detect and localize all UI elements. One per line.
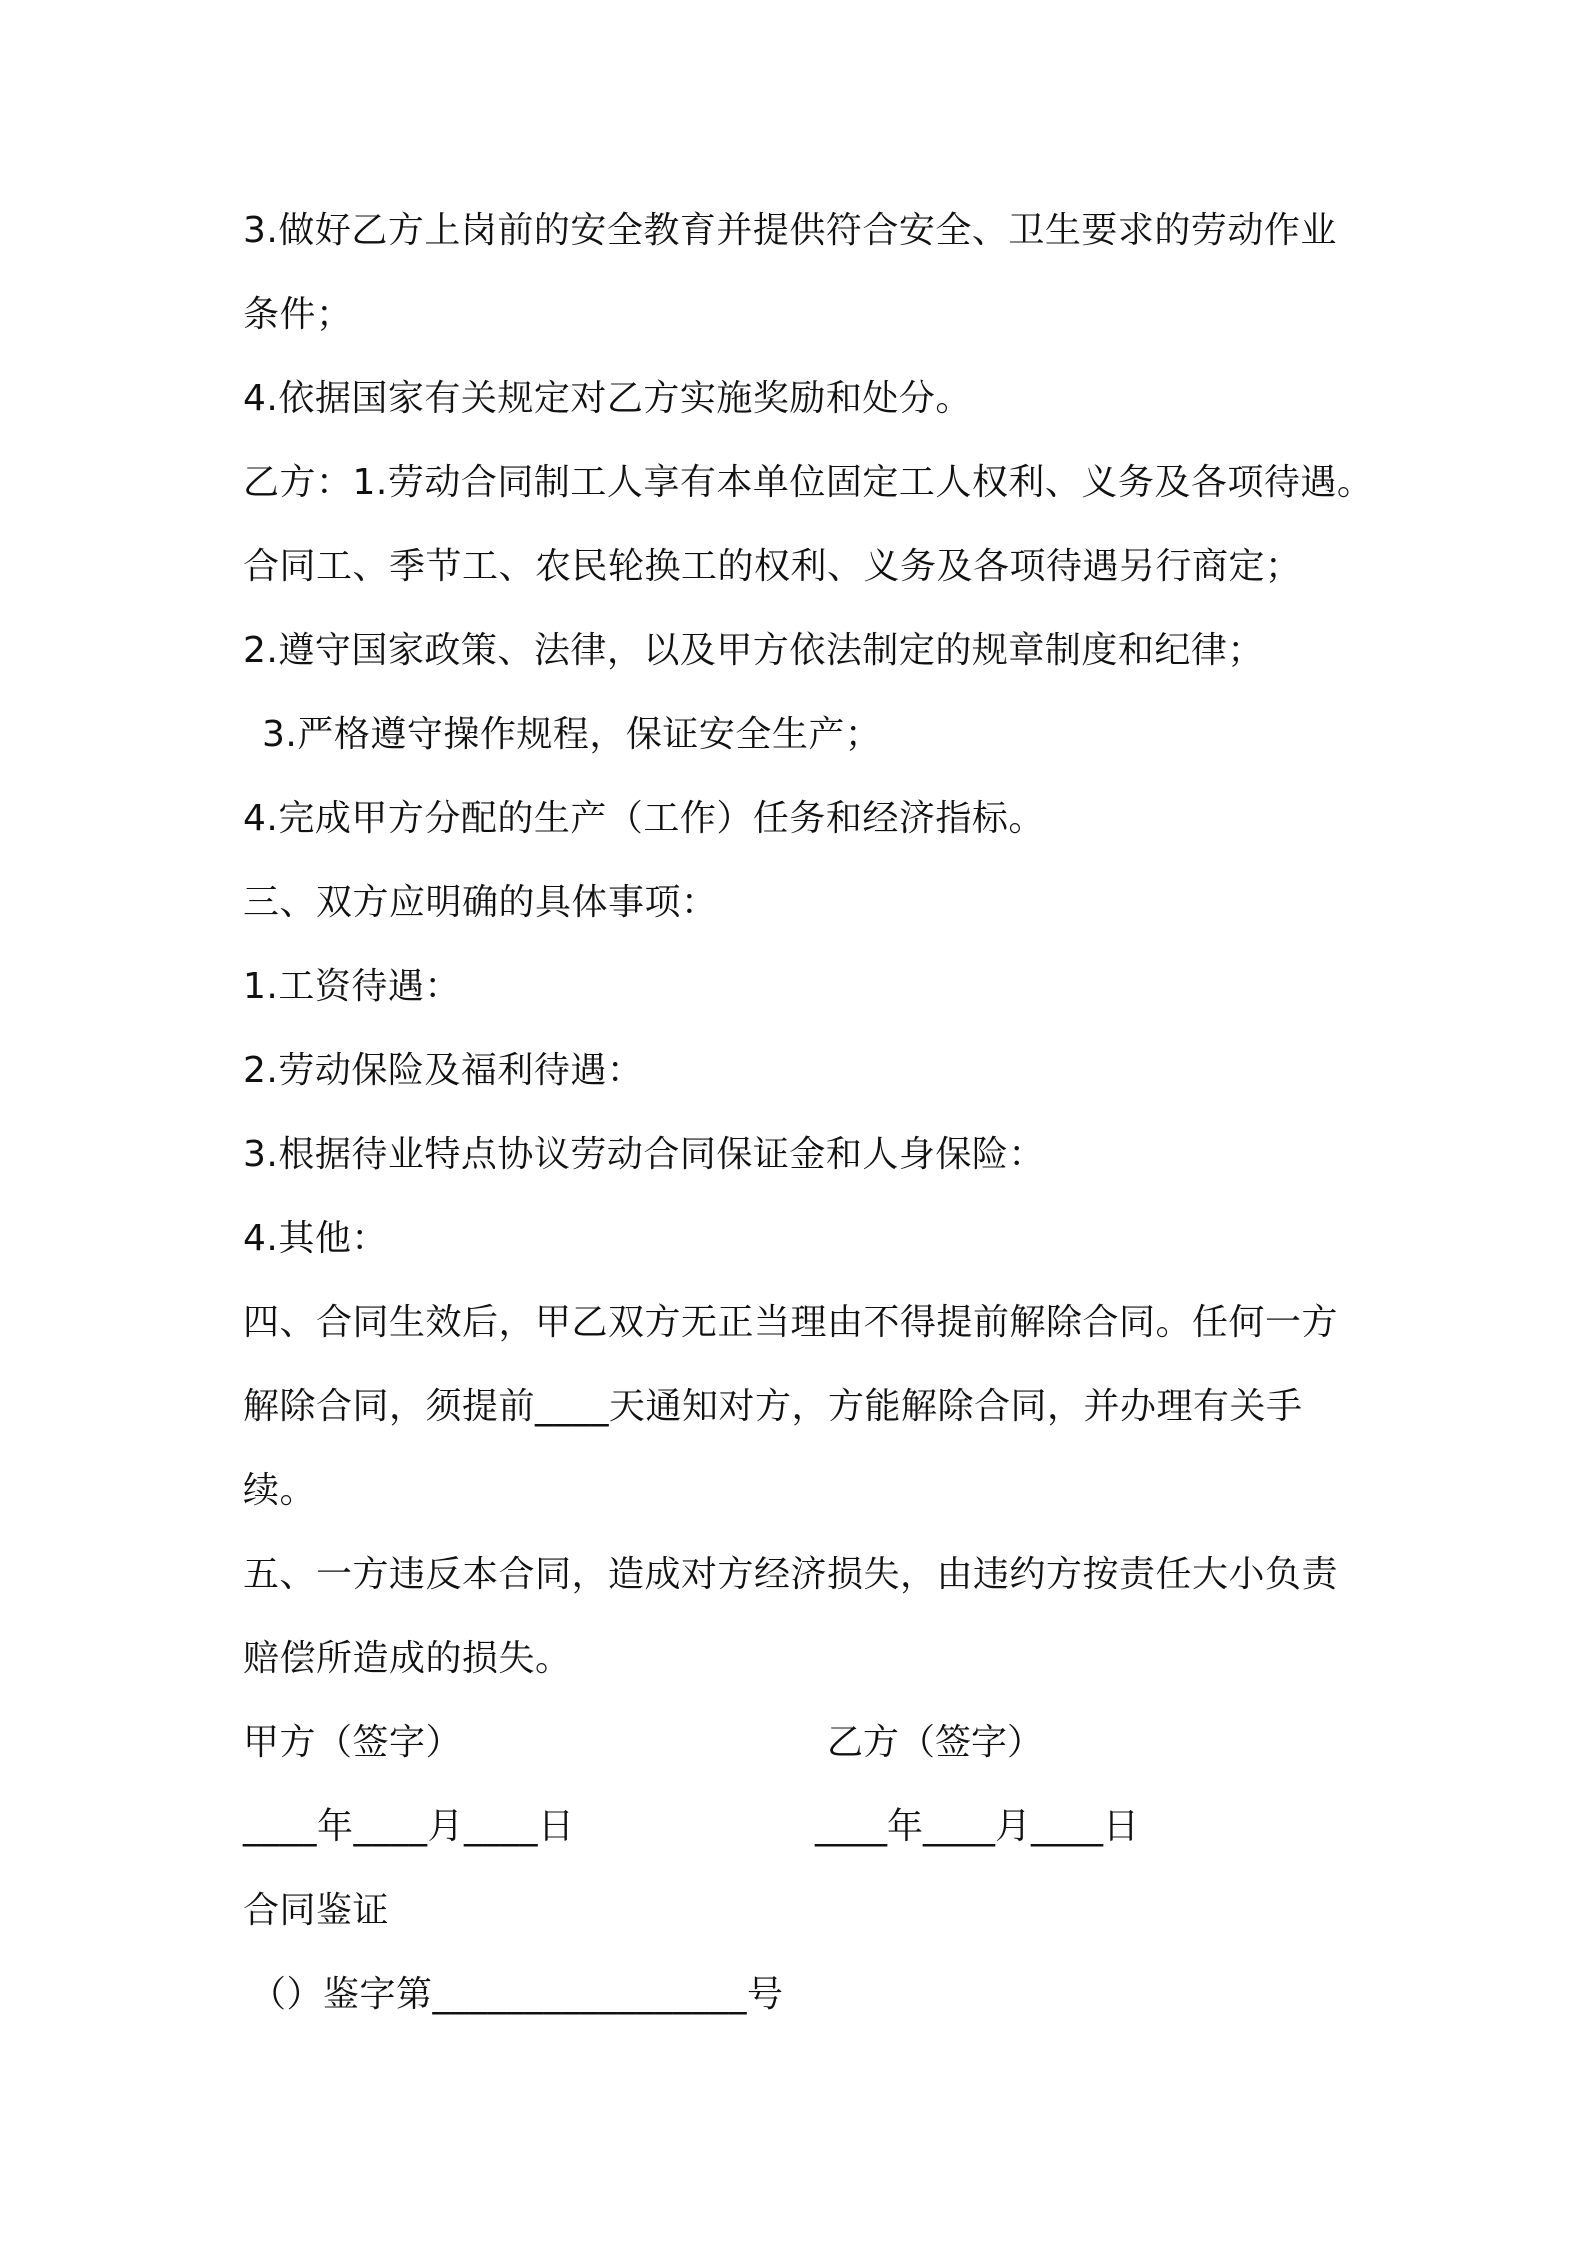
paragraph-line: 2.劳动保险及福利待遇： (243, 1050, 644, 1091)
paragraph-line: 续。 (243, 1470, 317, 1511)
section-heading: 五、一方违反本合同，造成对方经济损失，由违约方按责任大小负责 (243, 1554, 1339, 1595)
section-heading: 三、双方应明确的具体事项： (243, 882, 718, 923)
verification-title: 合同鉴证 (243, 1890, 390, 1931)
paragraph-line: 解除合同，须提前____天通知对方，方能解除合同，并办理有关手 (243, 1386, 1303, 1427)
party-b-date-line: ____年____月____日 (815, 1806, 1140, 1847)
paragraph-line: 乙方：1.劳动合同制工人享有本单位固定工人权利、义务及各项待遇。 (243, 462, 1374, 503)
paragraph-line: 赔偿所造成的损失。 (243, 1638, 572, 1679)
paragraph-line: 4.依据国家有关规定对乙方实施奖励和处分。 (243, 378, 972, 419)
paragraph-line: 3.做好乙方上岗前的安全教育并提供符合安全、卫生要求的劳动作业 (243, 210, 1337, 251)
paragraph-line: 条件； (243, 294, 353, 335)
section-heading: 四、合同生效后，甲乙双方无正当理由不得提前解除合同。任何一方 (243, 1302, 1339, 1343)
paragraph-line: 3.根据待业特点协议劳动合同保证金和人身保险： (243, 1134, 1045, 1175)
paragraph-line: 1.工资待遇： (243, 966, 461, 1007)
paragraph-line: 2.遵守国家政策、法律，以及甲方依法制定的规章制度和纪律； (243, 630, 1264, 671)
verification-number-line: （）鉴字第_________________号 (250, 1974, 784, 2015)
paragraph-line: 4.完成甲方分配的生产（工作）任务和经济指标。 (243, 798, 1045, 839)
paragraph-line: 4.其他： (243, 1218, 388, 1259)
paragraph-line: 3.严格遵守操作规程，保证安全生产； (262, 714, 882, 755)
party-b-signature-label: 乙方（签字） (827, 1722, 1044, 1763)
party-a-date-line: ____年____月____日 (243, 1806, 575, 1847)
party-a-signature-label: 甲方（签字） (243, 1722, 463, 1763)
paragraph-line: 合同工、季节工、农民轮换工的权利、义务及各项待遇另行商定； (243, 546, 1302, 587)
